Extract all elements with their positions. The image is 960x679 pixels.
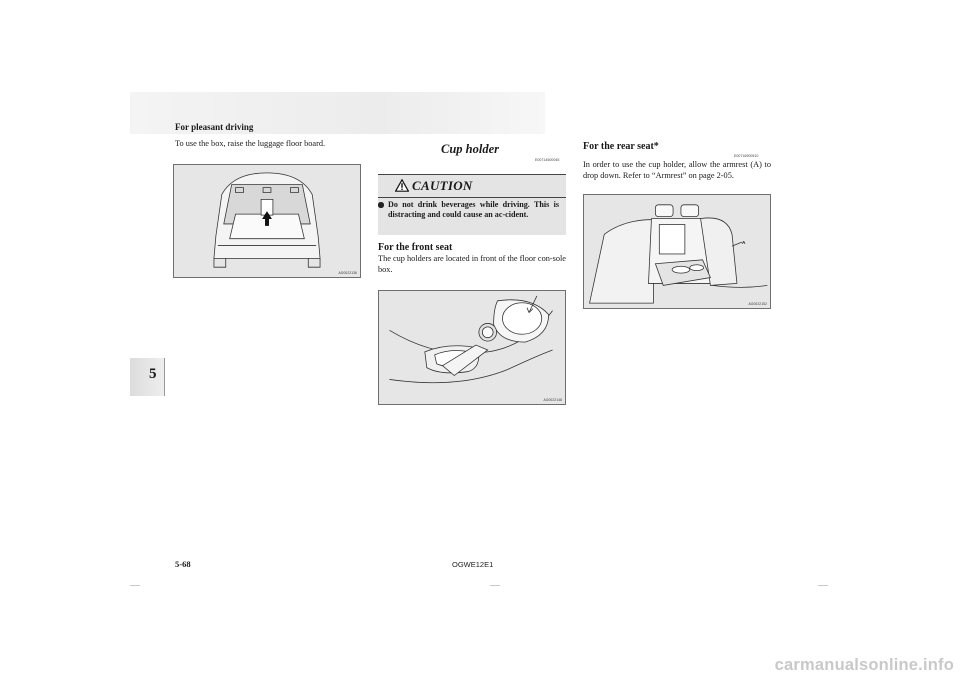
front-seat-paragraph [378, 254, 566, 275]
front-cup-holder-illustration [379, 291, 565, 404]
front-seat-heading: For the front seat [378, 242, 453, 253]
watermark[interactable]: carmanualsonline.info [774, 656, 954, 674]
caution-header [378, 175, 566, 198]
warning-triangle-icon [395, 179, 409, 192]
front-cup-holder-figure [378, 290, 566, 405]
luggage-box-paragraph [175, 139, 365, 150]
chapter-number: 5 [149, 366, 157, 382]
front-seat-text: The cup holders are located in front of the floor con-sole box. [378, 254, 566, 274]
rear-seat-paragraph [583, 160, 771, 181]
crop-mark [490, 585, 500, 586]
figure-label-a: A [741, 241, 746, 247]
caution-text: Do not drink beverages while driving. This is distracting and could cause an ac-cident. [388, 200, 559, 220]
caution-text-block [388, 200, 559, 221]
page-header-title: For pleasant driving [175, 122, 254, 132]
luggage-figure [173, 164, 361, 278]
document-code: OGWE12E1 [452, 560, 494, 569]
rear-cup-holder-illustration [584, 195, 770, 308]
chapter-tab [130, 358, 165, 396]
caution-label: CAUTION [412, 178, 473, 193]
rear-seat-code: E00716900510 [734, 154, 759, 158]
crop-mark [130, 585, 140, 586]
section-title: Cup holder [441, 142, 500, 156]
caution-box [378, 174, 566, 235]
rear-cup-holder-figure [583, 194, 771, 309]
rear-seat-heading: For the rear seat* [583, 141, 659, 152]
page-number: 5-68 [175, 559, 191, 569]
figure-code: AG0022136 [338, 271, 357, 275]
section-code: E00714500045 [535, 158, 560, 162]
luggage-illustration [174, 165, 360, 277]
rear-seat-text: In order to use the cup holder, allow the armrest (A) to drop down. Refer to “Armrest” on page 2-05. [583, 160, 771, 180]
bullet-icon [378, 202, 384, 208]
figure-code: AG0022148 [543, 398, 562, 402]
luggage-box-text: To use the box, raise the luggage floor board. [175, 139, 326, 148]
crop-mark [818, 585, 828, 586]
figure-code: AG0022152 [748, 302, 767, 306]
